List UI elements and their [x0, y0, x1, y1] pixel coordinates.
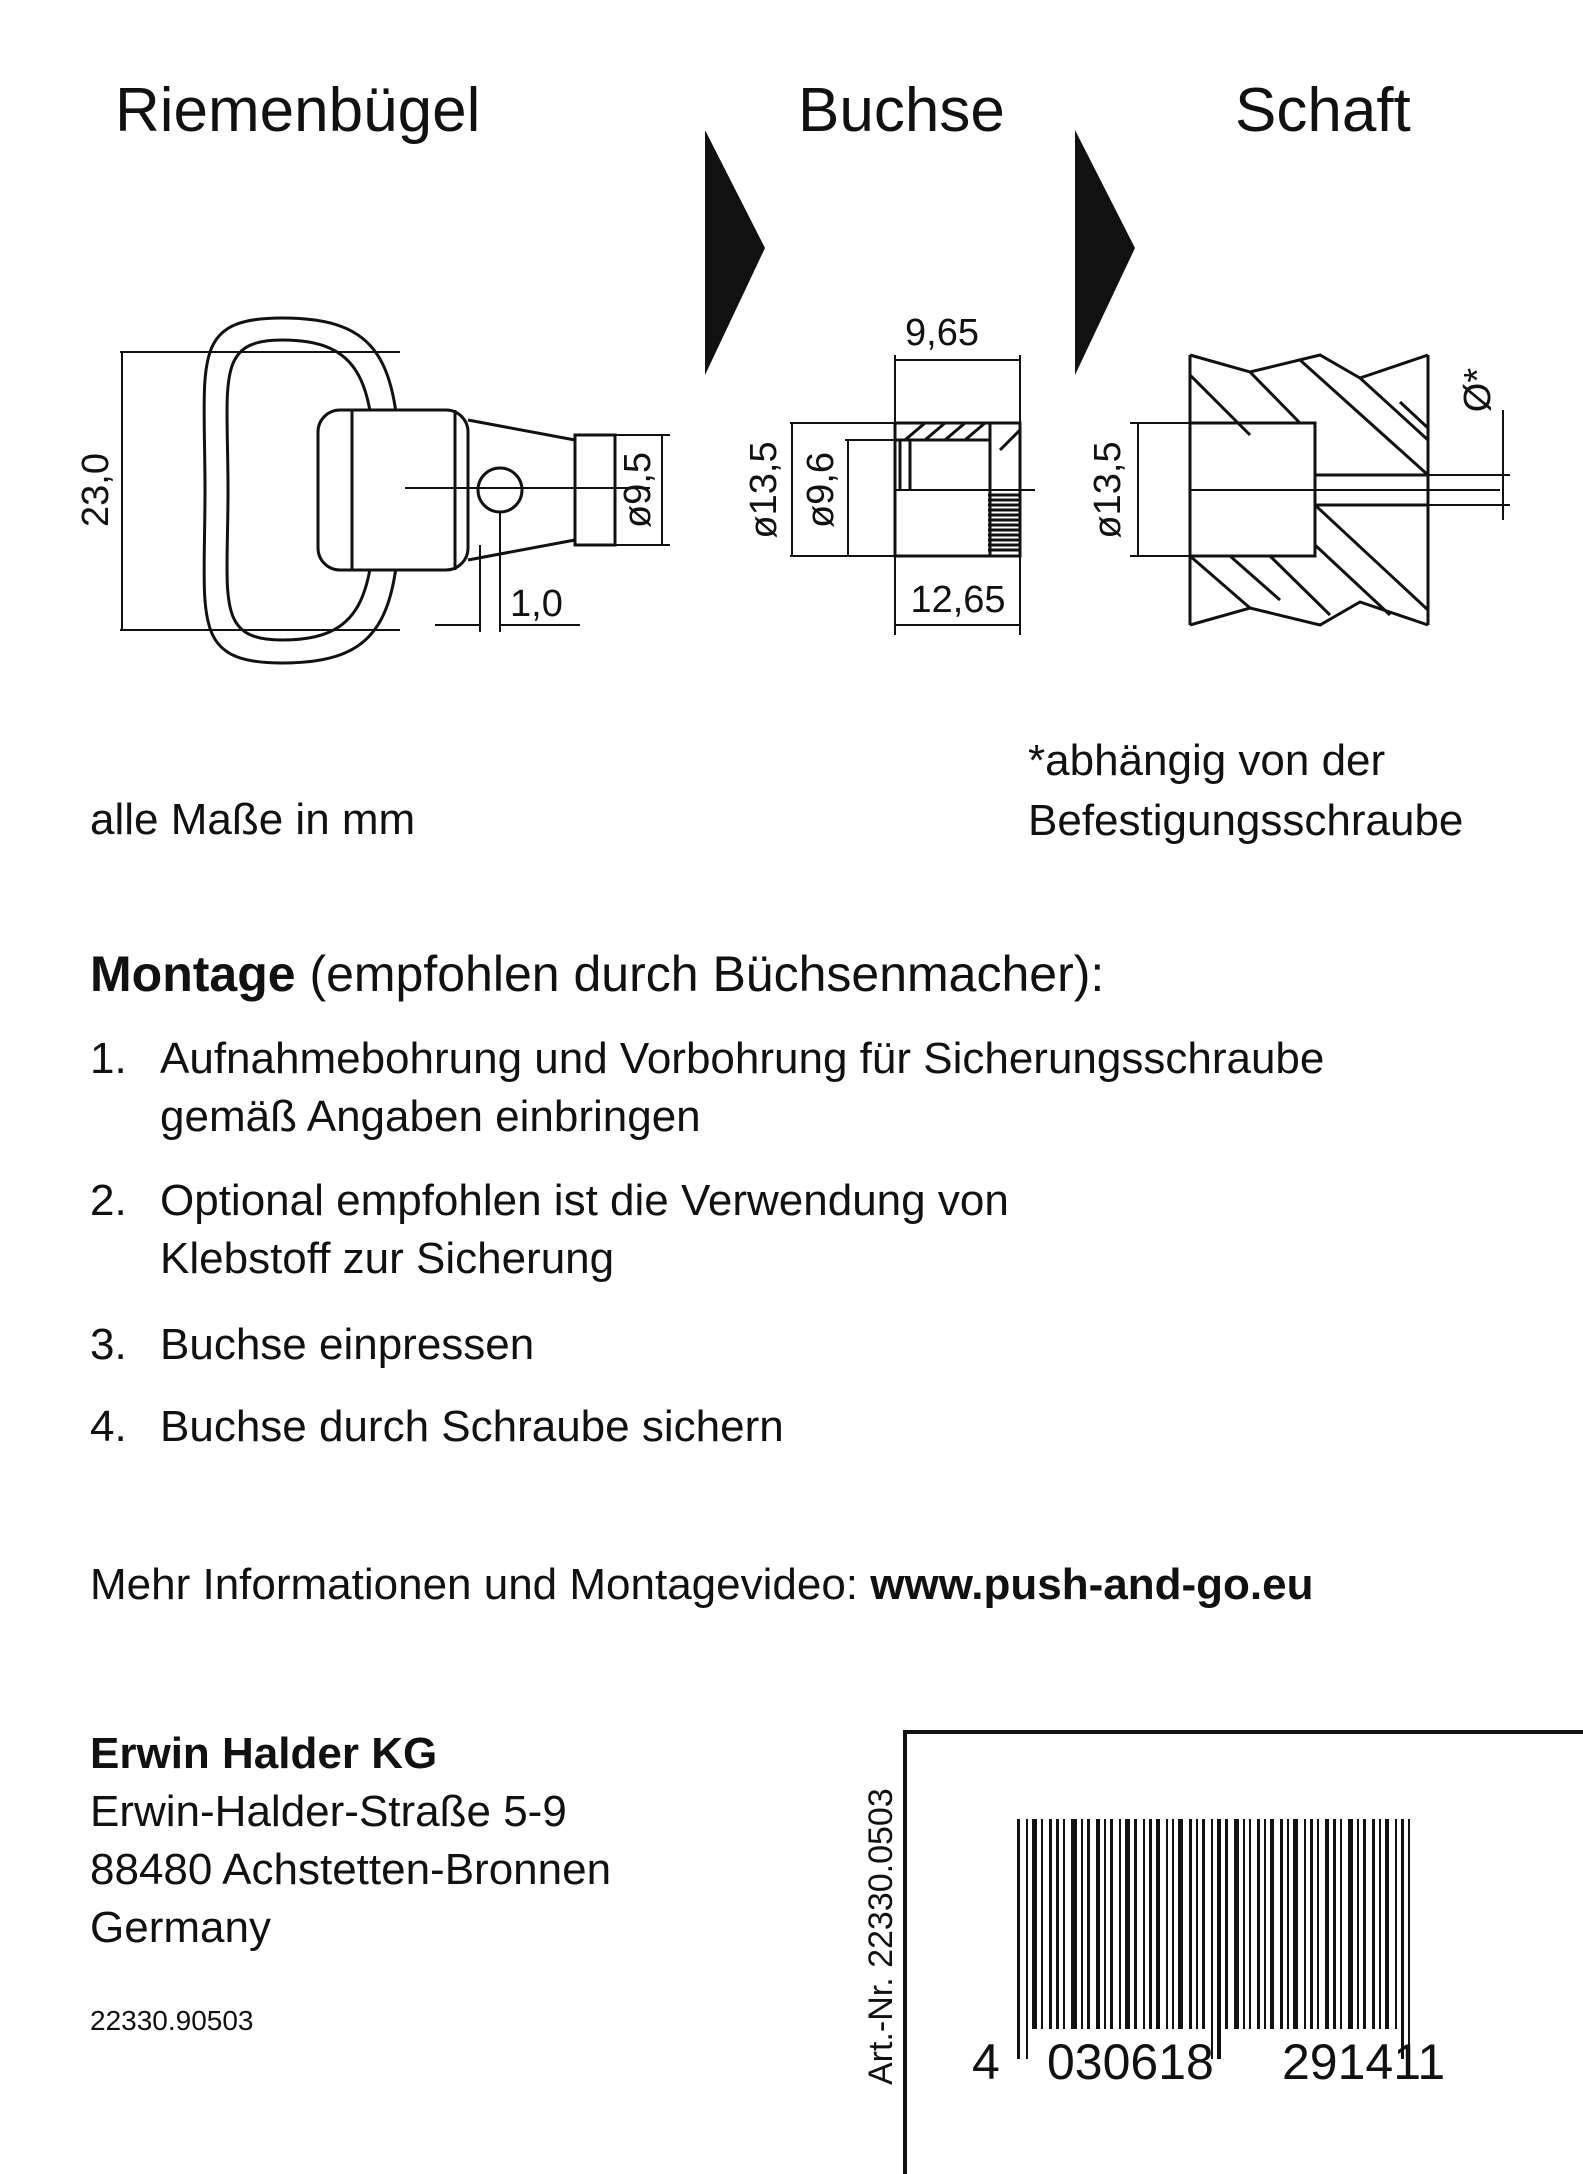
barcode-bar	[1348, 1819, 1353, 2029]
barcode-bar	[1401, 1819, 1404, 2059]
company-address	[90, 1725, 611, 1957]
address-street: Erwin-Halder-Straße 5-9	[90, 1787, 567, 1836]
barcode-bar	[1026, 1819, 1028, 2059]
step-number: 2.	[90, 1176, 127, 1225]
barcode-bar	[1287, 1819, 1289, 2029]
barcode-digit-first: 4	[972, 2034, 1000, 2090]
step-text-line1: Buchse durch Schraube sichern	[160, 1402, 784, 1451]
barcode-bar	[1333, 1819, 1336, 2029]
step-text-line1: Optional empfohlen ist die Verwendung von	[160, 1176, 1009, 1225]
barcode-bar	[1243, 1819, 1245, 2029]
step-number: 4.	[90, 1402, 127, 1451]
barcode-bar	[1143, 1819, 1145, 2029]
montage-heading-bold: Montage	[90, 946, 296, 1002]
article-number: Art.-Nr. 22330.0503	[862, 1788, 900, 2085]
dim-riemen-diameter: ø9,5	[617, 451, 659, 529]
montage-heading	[90, 945, 1104, 1003]
barcode-bar	[1049, 1819, 1052, 2029]
units-note: alle Maße in mm	[90, 795, 416, 844]
dim-buchse-outer: ø13,5	[743, 441, 785, 539]
barcode	[907, 1734, 1583, 2154]
dim-buchse-bottom: 12,65	[910, 579, 1006, 621]
dim-riemen-gap: 1,0	[510, 583, 563, 625]
step-number: 3.	[90, 1320, 127, 1369]
barcode-bar	[1310, 1819, 1313, 2029]
technical-drawing	[0, 0, 1583, 700]
barcode-bar	[1249, 1819, 1251, 2029]
barcode-bar	[1317, 1819, 1319, 2029]
barcode-bar	[1202, 1819, 1205, 2029]
barcode-digits-group1: 030618	[1047, 2034, 1214, 2090]
barcode-bar	[1081, 1819, 1083, 2029]
address-city: 88480 Achstetten-Bronnen	[90, 1845, 612, 1894]
barcode-bar	[1270, 1819, 1274, 2029]
barcode-bar	[1041, 1819, 1043, 2029]
barcode-bar	[1110, 1819, 1113, 2029]
info-prefix: Mehr Informationen und Montagevideo:	[90, 1560, 871, 1609]
barcode-bar	[1325, 1819, 1329, 2029]
step-text-line2: gemäß Angaben einbringen	[160, 1092, 701, 1141]
barcode-bar	[1166, 1819, 1168, 2029]
barcode-bar	[1196, 1819, 1198, 2029]
barcode-bar	[1211, 1819, 1213, 2059]
barcode-bar	[1119, 1819, 1121, 2029]
barcode-bar	[1125, 1819, 1130, 2029]
barcode-bar	[1340, 1819, 1342, 2029]
barcode-bar	[1395, 1819, 1397, 2029]
barcode-bar	[1225, 1819, 1228, 2029]
barcode-bar	[1217, 1819, 1221, 2059]
barcode-bar	[1293, 1819, 1298, 2029]
title-buchse: Buchse	[798, 76, 1005, 145]
dim-buchse-top: 9,65	[905, 312, 979, 354]
address-country: Germany	[90, 1903, 271, 1952]
screw-note-line1: *abhängig von der	[1028, 736, 1386, 785]
riemenbuegel-drawing	[120, 318, 670, 663]
barcode-bar	[1104, 1819, 1106, 2029]
barcode-bar	[1172, 1819, 1174, 2029]
barcode-bar	[1357, 1819, 1359, 2029]
info-line	[90, 1560, 1313, 1610]
dim-schaft-screw: Ø*	[1457, 367, 1499, 413]
schaft-drawing	[1130, 355, 1510, 625]
title-schaft: Schaft	[1235, 76, 1411, 145]
barcode-bar	[1372, 1819, 1375, 2029]
dim-schaft-diameter: ø13,5	[1087, 441, 1129, 539]
barcode-bar	[1234, 1819, 1239, 2029]
barcode-bar	[1056, 1819, 1059, 2029]
barcode-bar	[1178, 1819, 1183, 2029]
barcode-bar	[1096, 1819, 1100, 2029]
montage-heading-rest: (empfohlen durch Büchsenmacher):	[295, 946, 1105, 1002]
barcode-bar	[1017, 1819, 1020, 2059]
barcode-bar	[1149, 1819, 1152, 2029]
barcode-bar	[1264, 1819, 1266, 2029]
dim-riemen-height: 23,0	[75, 453, 117, 527]
screw-note-line2: Befestigungsschraube	[1028, 796, 1464, 845]
process-arrow-2	[1075, 130, 1135, 375]
barcode-bar	[1379, 1819, 1381, 2029]
website-link[interactable]: www.push-and-go.eu	[870, 1560, 1314, 1609]
title-riemenbuegel: Riemenbügel	[115, 76, 481, 145]
barcode-bar	[1280, 1819, 1283, 2029]
step-text-line1: Aufnahmebohrung und Vorbohrung für Sicherungsschraube	[160, 1034, 1325, 1083]
step-text-line2: Klebstoff zur Sicherung	[160, 1234, 615, 1283]
barcode-bar	[1071, 1819, 1077, 2029]
barcode-box	[903, 1730, 1583, 2174]
barcode-bar	[1189, 1819, 1192, 2029]
barcode-bar	[1408, 1819, 1410, 2059]
barcode-bar	[1363, 1819, 1366, 2029]
company-name: Erwin Halder KG	[90, 1729, 438, 1778]
process-arrow-1	[705, 130, 765, 375]
barcode-bar	[1134, 1819, 1137, 2029]
barcode-bar	[1032, 1819, 1037, 2029]
barcode-bar	[1257, 1819, 1260, 2029]
barcode-bar	[1385, 1819, 1389, 2029]
dim-buchse-inner: ø9,6	[800, 451, 842, 529]
barcode-bar	[1063, 1819, 1065, 2029]
barcode-digits-group2: 291411	[1282, 2034, 1446, 2090]
barcode-bar	[1156, 1819, 1160, 2029]
barcode-bar	[1304, 1819, 1306, 2029]
barcode-bar	[1087, 1819, 1090, 2029]
step-text-line1: Buchse einpressen	[160, 1320, 535, 1369]
step-number: 1.	[90, 1034, 127, 1083]
product-code: 22330.90503	[90, 2005, 254, 2036]
